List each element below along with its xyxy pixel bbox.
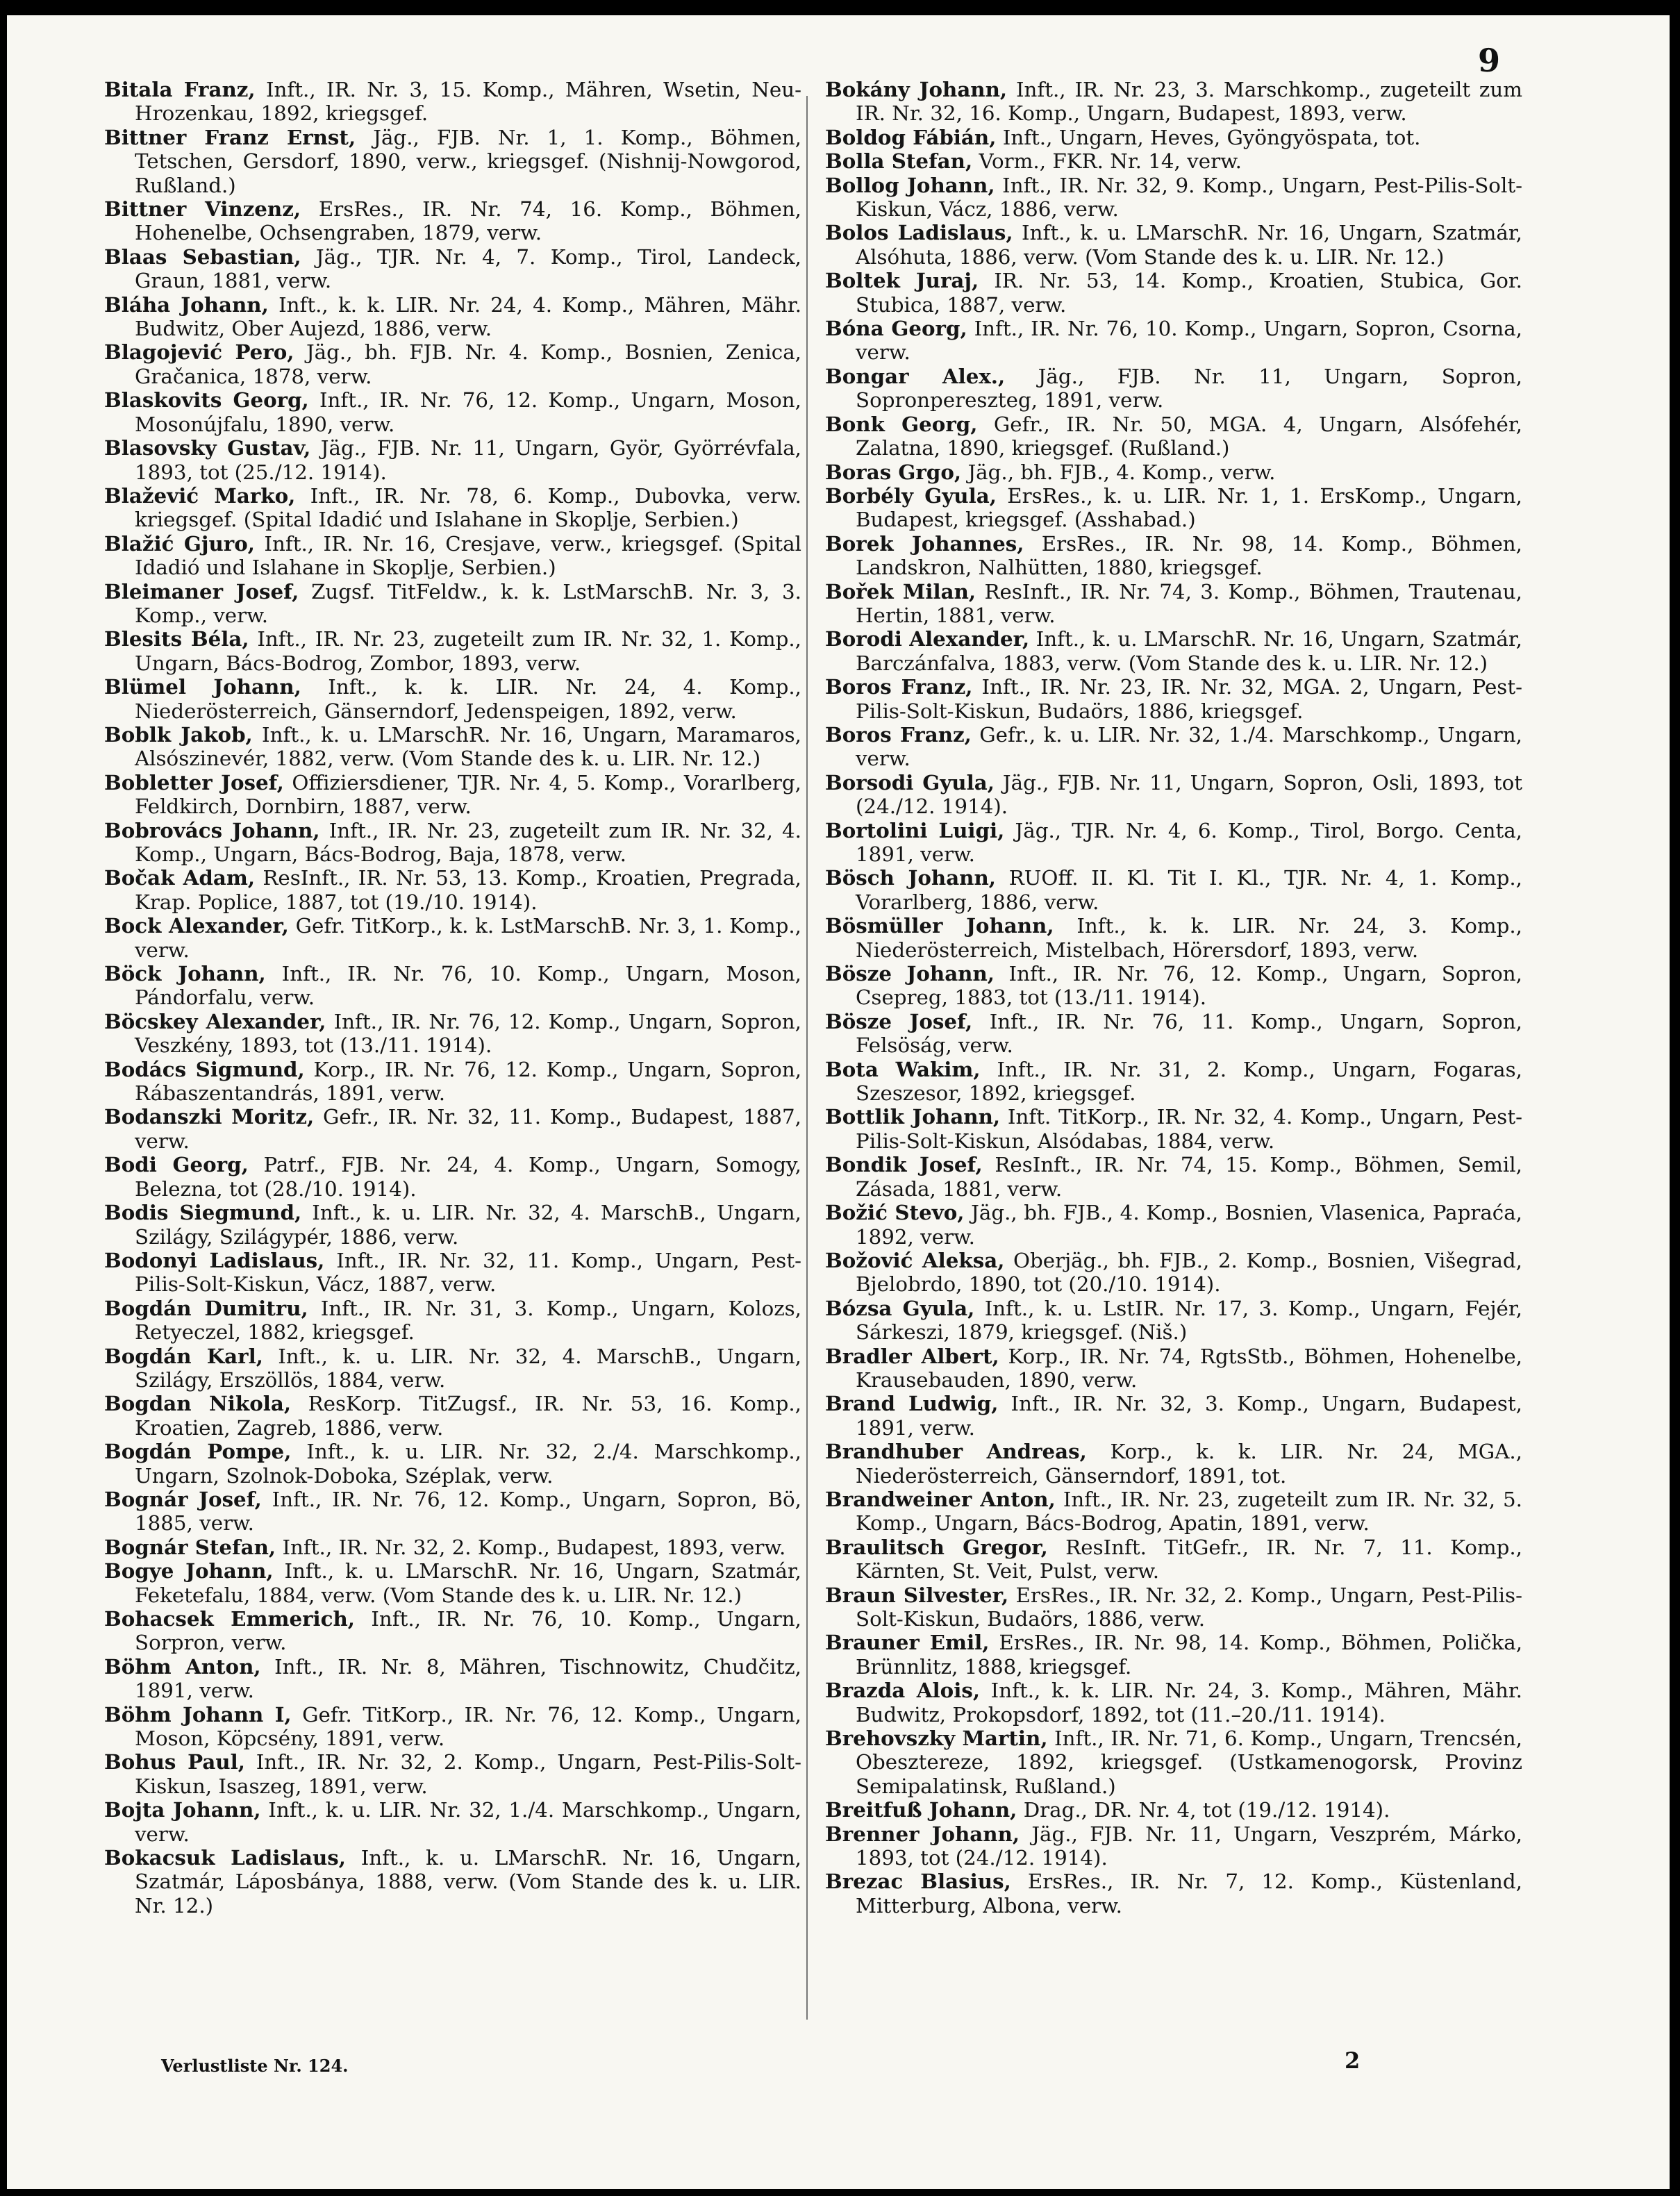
casualty-entry: [104, 1607, 801, 1655]
casualty-entry: [104, 1488, 801, 1536]
entry-name: Bogdán Pompe,: [104, 1439, 292, 1464]
entry-details: Inft., IR. Nr. 23, IR. Nr. 32, MGA. 2, Ungarn, Pest-Pilis-Solt-Kiskun, Budaörs, 1886, kriegsgef.: [856, 675, 1523, 723]
entry-name: Bongar Alex.,: [825, 363, 1006, 388]
entry-name: Brand Ludwig,: [825, 1391, 999, 1416]
entry-name: Boldog Fábián,: [825, 124, 997, 149]
casualty-entry: [825, 1798, 1522, 1822]
casualty-entry: [104, 197, 801, 245]
entry-name: Böhm Johann I,: [104, 1702, 292, 1727]
entry-details: Inft., IR. Nr. 31, 3. Komp., Ungarn, Kolozs, Retyeczel, 1882, kriegsgef.: [135, 1296, 801, 1345]
column-divider: [806, 96, 808, 2020]
entry-details: ErsRes., IR. Nr. 74, 16. Komp., Böhmen, Hohenelbe, Ochsengraben, 1879, verw.: [135, 197, 801, 245]
entry-name: Bottlik Johann,: [825, 1104, 1001, 1129]
entry-name: Bitala Franz,: [104, 77, 256, 101]
entry-name: Böhm Anton,: [104, 1654, 261, 1679]
entry-name: Blažević Marko,: [104, 483, 296, 508]
entry-details: Inft., k. k. LIR. Nr. 24, 3. Komp., Mähren, Mähr. Budwitz, Prokopsdorf, 1892, tot (11.–20./11. 1914).: [856, 1679, 1522, 1727]
entry-name: Breitfuß Johann,: [825, 1797, 1017, 1822]
casualty-entry: [104, 914, 801, 962]
entry-details: Jäg., FJB. Nr. 11, Ungarn, Veszprém, Márko, 1893, tot (24./12. 1914).: [856, 1822, 1522, 1870]
casualty-entry: [825, 914, 1522, 962]
casualty-entry: [104, 1536, 801, 1559]
casualty-entry: [825, 365, 1522, 413]
entry-details: Inft., k. u. LMarschR. Nr. 16, Ungarn, Szatmár, Barczánfalva, 1883, verw. (Vom Stande des k. u. LIR. Nr. 12.): [856, 627, 1522, 675]
casualty-entry: [825, 1201, 1522, 1249]
entry-details: Inft., IR. Nr. 76, 10. Komp., Ungarn, Moson, Pándorfalu, verw.: [135, 962, 801, 1010]
entry-details: Inft., k. u. LstIR. Nr. 17, 3. Komp., Ungarn, Fejér, Sárkeszi, 1879, kriegsgef. (Niš.): [856, 1296, 1522, 1345]
entry-details: Korp., k. k. LIR. Nr. 24, MGA., Niederösterreich, Gänserndorf, 1891, tot.: [856, 1440, 1522, 1488]
entry-details: ErsRes., IR. Nr. 98, 14. Komp., Böhmen, Landskron, Nalhütten, 1880, kriegsgef.: [856, 531, 1522, 580]
entry-details: Inft., IR. Nr. 76, 10. Komp., Ungarn, Sorpron, verw.: [135, 1607, 801, 1655]
entry-name: Bolla Stefan,: [825, 149, 973, 174]
casualty-entry: [104, 1345, 801, 1392]
casualty-entry: [104, 126, 801, 197]
entry-details: Inft., IR. Nr. 16, Cresjave, verw., kriegsgef. (Spital Idadió und Islahane in Skoplje, Serbien.): [135, 531, 801, 580]
entry-name: Bleimaner Josef,: [104, 579, 299, 604]
entry-name: Bózsa Gyula,: [825, 1295, 975, 1320]
entry-details: Gefr., k. u. LIR. Nr. 32, 1./4. Marschkomp., Ungarn, verw.: [856, 722, 1522, 771]
casualty-entry: [825, 1297, 1522, 1345]
casualty-entry: [825, 866, 1522, 914]
entry-details: Inft., IR. Nr. 23, zugeteilt zum IR. Nr. 32, 4. Komp., Ungarn, Bács-Bodrog, Baja, 1878, verw.: [135, 818, 801, 866]
entry-name: Bognár Josef,: [104, 1486, 262, 1511]
entry-details: Jäg., bh. FJB., 4. Komp., verw.: [967, 460, 1276, 484]
entry-details: Inft., IR. Nr. 31, 2. Komp., Ungarn, Fogaras, Szeszesor, 1892, kriegsgef.: [856, 1057, 1522, 1106]
casualty-entry: [825, 771, 1522, 819]
casualty-entry: [825, 1727, 1522, 1798]
footer-list-number: Verlustliste Nr. 124.: [161, 2056, 349, 2076]
entry-details: Jäg., bh. FJB., 4. Komp., Bosnien, Vlasenica, Papraća, 1892, verw.: [856, 1201, 1522, 1249]
entry-name: Bittner Vinzenz,: [104, 197, 301, 222]
entry-details: Inft., IR. Nr. 23, 3. Marschkomp., zugeteilt zum IR. Nr. 32, 16. Komp., Ungarn, Budapest, 1893, verw.: [856, 78, 1523, 126]
casualty-entry: [825, 1679, 1522, 1727]
casualty-entry: [825, 317, 1522, 365]
entry-name: Blažić Gjuro,: [104, 531, 255, 556]
entry-details: IR. Nr. 53, 14. Komp., Kroatien, Stubica, Gor. Stubica, 1887, verw.: [856, 269, 1522, 317]
entry-details: Inft., IR. Nr. 32, 2. Komp., Budapest, 1893, verw.: [282, 1535, 786, 1559]
entry-details: Inft. TitKorp., IR. Nr. 32, 4. Komp., Ungarn, Pest-Pilis-Solt-Kiskun, Alsódabas, 1884, verw.: [856, 1105, 1522, 1153]
casualty-entry: [104, 580, 801, 628]
entry-name: Brezac Blasius,: [825, 1869, 1011, 1894]
casualty-entry: [104, 1010, 801, 1058]
entry-name: Božović Aleksa,: [825, 1247, 1005, 1272]
casualty-entry: [104, 1559, 801, 1607]
casualty-entry: [104, 484, 801, 532]
entry-details: Korp., IR. Nr. 76, 12. Komp., Ungarn, Sopron, Rábaszentandrás, 1891, verw.: [135, 1057, 802, 1106]
entry-details: Jäg., TJR. Nr. 4, 6. Komp., Tirol, Borgo. Centa, 1891, verw.: [856, 818, 1522, 866]
entry-details: Inft., k. u. LIR. Nr. 32, 4. MarschB., Ungarn, Szilágy, Szilágypér, 1886, verw.: [135, 1201, 801, 1249]
entry-name: Božić Stevo,: [825, 1200, 965, 1225]
entry-details: Patrf., FJB. Nr. 24, 4. Komp., Ungarn, Somogy, Belezna, tot (28./10. 1914).: [135, 1153, 801, 1201]
entry-details: Inft., IR. Nr. 23, zugeteilt zum IR. Nr. 32, 1. Komp., Ungarn, Bács-Bodrog, Zombor, 1893, verw.: [135, 627, 801, 675]
entry-name: Bodanszki Moritz,: [104, 1104, 315, 1129]
entry-name: Bogdán Dumitru,: [104, 1295, 308, 1320]
casualty-entry: [104, 1249, 801, 1297]
casualty-entry: [104, 388, 801, 436]
casualty-entry: [825, 1822, 1522, 1870]
entry-name: Blasovsky Gustav,: [104, 435, 311, 460]
document-page: [7, 15, 1670, 2189]
casualty-entry: [104, 627, 801, 675]
casualty-entry: [104, 1392, 801, 1440]
entry-details: Gefr. TitKorp., k. k. LstMarschB. Nr. 3, 1. Komp., verw.: [135, 914, 801, 962]
entry-name: Bogdan Nikola,: [104, 1391, 292, 1416]
casualty-entry: [104, 1105, 801, 1153]
casualty-entry: [825, 413, 1522, 460]
casualty-entry: [825, 221, 1522, 269]
entry-details: Inft., IR. Nr. 32, 2. Komp., Ungarn, Pest-Pilis-Solt-Kiskun, Isaszeg, 1891, verw.: [135, 1750, 801, 1798]
casualty-entry: [825, 723, 1522, 771]
entry-details: ResInft., IR. Nr. 74, 3. Komp., Böhmen, Trautenau, Hertin, 1881, verw.: [856, 579, 1522, 627]
entry-details: Jäg., bh. FJB. Nr. 4. Komp., Bosnien, Zenica, Gračanica, 1878, verw.: [135, 340, 801, 388]
casualty-entry: [104, 293, 801, 341]
casualty-entry: [825, 149, 1522, 173]
entry-details: ErsRes., IR. Nr. 98, 14. Komp., Böhmen, Polička, Brünnlitz, 1888, kriegsgef.: [856, 1631, 1523, 1679]
casualty-entry: [825, 580, 1522, 628]
entry-details: ErsRes., k. u. LIR. Nr. 1, 1. ErsKomp., Ungarn, Budapest, kriegsgef. (Asshabad.): [856, 483, 1522, 532]
casualty-entry: [104, 1058, 801, 1106]
entry-name: Bodis Siegmund,: [104, 1200, 302, 1225]
entry-details: Gefr., IR. Nr. 50, MGA. 4, Ungarn, Alsófehér, Zalatna, 1890, kriegsgef. (Rußland.): [856, 412, 1522, 460]
entry-name: Bodi Georg,: [104, 1152, 249, 1177]
entry-name: Borbély Gyula,: [825, 483, 997, 508]
entry-details: Inft., Ungarn, Heves, Gyöngyöspata, tot.: [1002, 125, 1421, 149]
entry-name: Borodi Alexander,: [825, 626, 1030, 651]
entry-name: Bobletter Josef,: [104, 770, 284, 795]
casualty-entry: [104, 866, 801, 914]
entry-details: Jäg., FJB. Nr. 11, Ungarn, Györ, Györrévfala, 1893, tot (25./12. 1914).: [135, 436, 801, 484]
entry-name: Bock Alexander,: [104, 913, 289, 938]
entry-name: Bláha Johann,: [104, 292, 269, 317]
entry-details: RUOff. II. Kl. Tit I. Kl., TJR. Nr. 4, 1. Komp., Vorarlberg, 1886, verw.: [856, 866, 1522, 914]
casualty-entry: [104, 819, 801, 867]
casualty-entry: [104, 675, 801, 723]
entry-details: Inft., k. u. LMarschR. Nr. 16, Ungarn, Szatmár, Feketefalu, 1884, verw. (Vom Stande des k. u. LIR. Nr. 12.): [135, 1559, 801, 1607]
entry-name: Blaas Sebastian,: [104, 244, 301, 269]
casualty-entry: [825, 484, 1522, 532]
entry-details: Inft., k. u. LIR. Nr. 32, 4. MarschB., Ungarn, Szilágy, Erszöllös, 1884, verw.: [135, 1344, 801, 1392]
casualty-entry: [104, 771, 801, 819]
entry-name: Boras Grgo,: [825, 459, 962, 484]
entry-name: Bollog Johann,: [825, 172, 995, 197]
entry-details: Gefr. TitKorp., IR. Nr. 76, 12. Komp., Ungarn, Moson, Köpcsény, 1891, verw.: [135, 1702, 801, 1751]
footer-signature-mark: 2: [1345, 2047, 1361, 2074]
entry-name: Braun Silvester,: [825, 1582, 1009, 1607]
entry-details: ResInft., IR. Nr. 53, 13. Komp., Kroatien, Pregrada, Krap. Poplice, 1887, tot (19./10. 1914).: [135, 866, 801, 914]
entry-name: Bořek Milan,: [825, 579, 976, 604]
entry-name: Bonk Georg,: [825, 411, 978, 436]
entry-details: Inft., k. u. LIR. Nr. 32, 2./4. Marschkomp., Ungarn, Szolnok-Doboka, Széplak, verw.: [135, 1440, 801, 1488]
casualty-entry: [104, 1201, 801, 1249]
casualty-entry: [825, 1345, 1522, 1392]
entry-details: Vorm., FKR. Nr. 14, verw.: [979, 149, 1242, 174]
entry-details: Inft., IR. Nr. 71, 6. Komp., Ungarn, Trencsén, Obesztereze, 1892, kriegsgef. (Ustkamenogorsk, Provinz Semipalatinsk, Rußland.): [856, 1727, 1522, 1798]
entry-details: Jäg., FJB. Nr. 11, Ungarn, Sopron, Osli, 1893, tot (24./12. 1914).: [856, 770, 1522, 819]
casualty-entry: [104, 1703, 801, 1751]
entry-details: Inft., IR. Nr. 76, 12. Komp., Ungarn, Moson, Mosonújfalu, 1890, verw.: [135, 388, 801, 436]
entry-details: Inft., IR. Nr. 76, 11. Komp., Ungarn, Sopron, Felsöság, verw.: [856, 1009, 1522, 1058]
entry-name: Böck Johann,: [104, 961, 266, 986]
entry-name: Borek Johannes,: [825, 531, 1024, 556]
casualty-entry: [825, 1392, 1522, 1440]
casualty-entry: [825, 1536, 1522, 1583]
casualty-entry: [825, 532, 1522, 580]
entry-name: Borsodi Gyula,: [825, 770, 995, 795]
entry-details: Inft., IR. Nr. 23, zugeteilt zum IR. Nr. 32, 5. Komp., Ungarn, Bács-Bodrog, Apatin, 1891, verw.: [856, 1487, 1522, 1536]
casualty-entry: [825, 675, 1522, 723]
casualty-entry: [825, 126, 1522, 149]
entry-name: Brandhuber Andreas,: [825, 1439, 1087, 1464]
casualty-entry: [104, 1297, 801, 1345]
entry-name: Brazda Alois,: [825, 1678, 981, 1703]
left-column: [104, 78, 801, 1918]
entry-details: Inft., IR. Nr. 3, 15. Komp., Mähren, Wsetin, Neu-Hrozenkau, 1892, kriegsgef.: [135, 78, 801, 126]
entry-name: Bóna Georg,: [825, 316, 967, 341]
casualty-entry: [825, 1058, 1522, 1106]
entry-name: Blaskovits Georg,: [104, 388, 309, 413]
casualty-entry: [104, 436, 801, 484]
entry-name: Boblk Jakob,: [104, 722, 253, 747]
entry-details: Jäg., TJR. Nr. 4, 7. Komp., Tirol, Landeck, Graun, 1881, verw.: [135, 244, 801, 293]
casualty-entry: [825, 1153, 1522, 1201]
casualty-entry: [825, 1488, 1522, 1536]
entry-name: Bodács Sigmund,: [104, 1056, 305, 1081]
entry-details: Inft., IR. Nr. 76, 12. Komp., Ungarn, Sopron, Veszkény, 1893, tot (13./11. 1914).: [135, 1009, 801, 1058]
right-column: [825, 78, 1522, 1918]
casualty-entry: [825, 627, 1522, 675]
casualty-entry: [825, 174, 1522, 222]
entry-name: Brandweiner Anton,: [825, 1486, 1056, 1511]
casualty-entry: [825, 1583, 1522, 1631]
entry-details: Korp., IR. Nr. 74, RgtsStb., Böhmen, Hohenelbe, Krausebauden, 1890, verw.: [856, 1344, 1522, 1392]
casualty-entry: [104, 532, 801, 580]
entry-name: Böcskey Alexander,: [104, 1008, 326, 1033]
entry-details: Inft., k. u. LMarschR. Nr. 16, Ungarn, Szatmár, Alsóhuta, 1886, verw. (Vom Stande des k. u. LIR. Nr. 12.): [856, 221, 1522, 269]
entry-name: Bradler Albert,: [825, 1343, 999, 1368]
entry-name: Bočak Adam,: [104, 865, 256, 890]
entry-name: Blümel Johann,: [104, 674, 301, 699]
casualty-entry: [104, 78, 801, 126]
entry-details: Inft., k. u. LIR. Nr. 32, 1./4. Marschkomp., Ungarn, verw.: [135, 1798, 801, 1846]
entry-name: Boros Franz,: [825, 722, 972, 747]
entry-details: Inft., k. k. LIR. Nr. 24, 3. Komp., Niederösterreich, Mistelbach, Hörersdorf, 1893, verw.: [856, 914, 1522, 962]
casualty-entry: [104, 340, 801, 388]
casualty-entry: [104, 1655, 801, 1703]
entry-name: Bota Wakim,: [825, 1056, 981, 1081]
entry-details: ResKorp. TitZugsf., IR. Nr. 53, 16. Komp., Kroatien, Zagreb, 1886, verw.: [135, 1392, 801, 1440]
entry-details: Jäg., FJB. Nr. 11, Ungarn, Sopron, Sopronpereszteg, 1891, verw.: [856, 364, 1522, 413]
entry-details: Offiziersdiener, TJR. Nr. 4, 5. Komp., Vorarlberg, Feldkirch, Dornbirn, 1887, verw.: [135, 770, 801, 819]
casualty-entry: [825, 1010, 1522, 1058]
entry-details: Jäg., FJB. Nr. 1, 1. Komp., Böhmen, Tetschen, Gersdorf, 1890, verw., kriegsgef. (Nishnij-Nowgorod, Rußland.): [135, 125, 801, 197]
entry-name: Brehovszky Martin,: [825, 1726, 1048, 1751]
entry-details: ErsRes., IR. Nr. 7, 12. Komp., Küstenland, Mitterburg, Albona, verw.: [856, 1870, 1522, 1918]
entry-name: Bösze Johann,: [825, 961, 995, 986]
casualty-entry: [825, 962, 1522, 1010]
entry-name: Boltek Juraj,: [825, 268, 979, 293]
entry-name: Bodonyi Ladislaus,: [104, 1247, 325, 1272]
casualty-entry: [104, 723, 801, 771]
casualty-entry: [825, 1440, 1522, 1488]
entry-name: Bohacsek Emmerich,: [104, 1606, 355, 1631]
entry-name: Bortolini Luigi,: [825, 817, 1005, 842]
casualty-entry: [104, 1750, 801, 1798]
entry-name: Boros Franz,: [825, 674, 973, 699]
entry-details: Inft., IR. Nr. 76, 12. Komp., Ungarn, Sopron, Bö, 1885, verw.: [135, 1487, 801, 1536]
entry-details: Inft., k. u. LMarschR. Nr. 16, Ungarn, Szatmár, Láposbánya, 1888, verw. (Vom Stande des k. u. LIR. Nr. 12.): [135, 1846, 801, 1918]
entry-name: Brauner Emil,: [825, 1630, 990, 1655]
entry-name: Bojta Johann,: [104, 1797, 261, 1822]
entry-details: Drag., DR. Nr. 4, tot (19./12. 1914).: [1023, 1798, 1390, 1822]
casualty-entry: [825, 1249, 1522, 1297]
entry-name: Blesits Béla,: [104, 626, 249, 651]
casualty-entry: [104, 1440, 801, 1488]
entry-details: Zugsf. TitFeldw., k. k. LstMarschB. Nr. 3, 3. Komp., verw.: [135, 579, 801, 627]
casualty-entry: [104, 962, 801, 1010]
entry-details: ErsRes., IR. Nr. 32, 2. Komp., Ungarn, Pest-Pilis-Solt-Kiskun, Budaörs, 1886, verw.: [856, 1583, 1522, 1631]
casualty-entry: [104, 1846, 801, 1918]
entry-details: Inft., IR. Nr. 32, 3. Komp., Ungarn, Budapest, 1891, verw.: [856, 1392, 1522, 1440]
entry-name: Bobrovács Johann,: [104, 817, 320, 842]
entry-name: Bolos Ladislaus,: [825, 220, 1013, 245]
entry-details: Gefr., IR. Nr. 32, 11. Komp., Budapest, 1887, verw.: [135, 1105, 801, 1153]
page-number: 9: [1478, 42, 1501, 79]
casualty-entry: [825, 1105, 1522, 1153]
entry-name: Bohus Paul,: [104, 1749, 245, 1774]
entry-name: Bogye Johann,: [104, 1558, 274, 1583]
entry-details: Inft., IR. Nr. 32, 9. Komp., Ungarn, Pest-Pilis-Solt-Kiskun, Vácz, 1886, verw.: [856, 173, 1522, 222]
entry-name: Bösch Johann,: [825, 865, 996, 890]
entry-details: Oberjäg., bh. FJB., 2. Komp., Bosnien, Višegrad, Bjelobrdo, 1890, tot (20./10. 1914).: [856, 1248, 1522, 1297]
entry-name: Bokacsuk Ladislaus,: [104, 1845, 346, 1870]
casualty-entry: [104, 1153, 801, 1201]
casualty-entry: [825, 460, 1522, 484]
entry-details: Inft., k. u. LMarschR. Nr. 16, Ungarn, Maramaros, Alsószinevér, 1882, verw. (Vom Stande des k. u. LIR. Nr. 12.): [135, 722, 801, 771]
entry-details: Inft., IR. Nr. 76, 10. Komp., Ungarn, Sopron, Csorna, verw.: [856, 317, 1522, 365]
entry-name: Bittner Franz Ernst,: [104, 124, 356, 149]
entry-name: Brenner Johann,: [825, 1821, 1020, 1846]
entry-details: ResInft. TitGefr., IR. Nr. 7, 11. Komp., Kärnten, St. Veit, Pulst, verw.: [856, 1535, 1522, 1583]
entry-details: ResInft., IR. Nr. 74, 15. Komp., Böhmen, Semil, Zásada, 1881, verw.: [856, 1153, 1522, 1201]
entry-details: Inft., IR. Nr. 32, 11. Komp., Ungarn, Pest-Pilis-Solt-Kiskun, Vácz, 1887, verw.: [135, 1248, 801, 1297]
casualty-entry: [104, 1798, 801, 1846]
casualty-entry: [825, 1870, 1522, 1918]
entry-details: Inft., IR. Nr. 8, Mähren, Tischnowitz, Chudčitz, 1891, verw.: [135, 1654, 801, 1703]
casualty-entry: [825, 819, 1522, 867]
entry-details: Inft., k. k. LIR. Nr. 24, 4. Komp., Niederösterreich, Gänserndorf, Jedenspeigen, 1892, verw.: [135, 675, 801, 723]
entry-name: Bondik Josef,: [825, 1152, 983, 1177]
entry-name: Bokány Johann,: [825, 77, 1008, 101]
entry-name: Blagojević Pero,: [104, 340, 294, 365]
casualty-entry: [825, 269, 1522, 317]
casualty-entry: [825, 78, 1522, 126]
entry-name: Bösze Josef,: [825, 1008, 973, 1033]
entry-details: Inft., IR. Nr. 76, 12. Komp., Ungarn, Sopron, Csepreg, 1883, tot (13./11. 1914).: [856, 962, 1522, 1010]
entry-name: Braulitsch Gregor,: [825, 1534, 1048, 1559]
entry-details: Inft., IR. Nr. 78, 6. Komp., Dubovka, verw. kriegsgef. (Spital Idadić und Islahane in Skoplje, Serbien.): [135, 483, 801, 532]
entry-name: Bösmüller Johann,: [825, 913, 1054, 938]
casualty-entry: [825, 1631, 1522, 1679]
entry-name: Bogdán Karl,: [104, 1343, 263, 1368]
entry-details: Inft., k. k. LIR. Nr. 24, 4. Komp., Mähren, Mähr. Budwitz, Ober Aujezd, 1886, verw.: [135, 292, 802, 341]
entry-name: Bognár Stefan,: [104, 1534, 276, 1559]
casualty-entry: [104, 245, 801, 293]
